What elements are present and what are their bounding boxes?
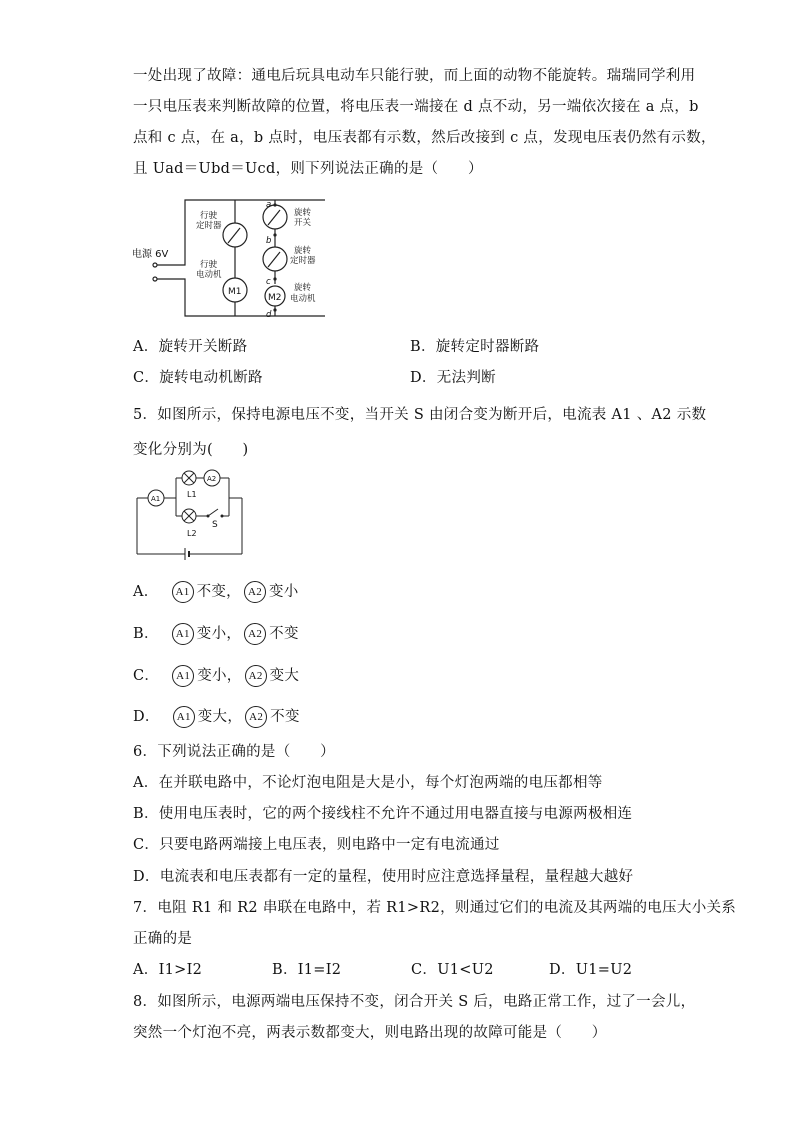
option-text-2: 变小: [268, 584, 299, 600]
q4-text-line-1: 一处出现了故障：通电后玩具电动车只能行驶，而上面的动物不能旋转。瑞瑞同学利用: [133, 68, 696, 84]
rot-switch-label-1: 旋转: [294, 208, 312, 218]
option-text-2: 变大: [269, 668, 300, 684]
q4-option-b: B．旋转定时器断路: [410, 339, 540, 355]
option-letter: B．: [133, 626, 159, 642]
q4-circuit-diagram: [130, 195, 350, 325]
ammeter-a1-label: A1: [151, 495, 161, 503]
rot-switch-label-2: 开关: [294, 218, 312, 228]
q5-text-line-2: 变化分别为( ): [133, 442, 249, 458]
q6-option-d: D．电流表和电压表都有一定的量程，使用时应注意选择量程，量程越大越好: [133, 869, 634, 885]
q7-option-b: B．I1=I2: [272, 962, 342, 978]
q5-text-line-1: 5．如图所示，保持电源电压不变，当开关 S 由闭合变为断开后，电流表 A1 、A2 示数: [133, 407, 707, 423]
motor-m1-label: M1: [228, 287, 242, 297]
q5-option-d: [133, 706, 300, 728]
ammeter-a2-icon: A2: [244, 581, 266, 603]
q4-text-line-4: 且 Uad＝Ubd＝Ucd，则下列说法正确的是（ ）: [133, 161, 483, 177]
q8-text-line-1: 8．如图所示，电源两端电压保持不变，闭合开关 S 后，电路正常工作，过了一会儿，: [133, 994, 696, 1010]
q5-circuit-diagram: [132, 464, 252, 564]
ammeter-a2-icon: A2: [244, 623, 266, 645]
ammeter-a1-icon: A1: [172, 665, 194, 687]
q6-question: 6．下列说法正确的是（ ）: [133, 744, 335, 760]
option-letter: A．: [133, 584, 159, 600]
drive-timer-label-2: 定时器: [196, 221, 222, 231]
q6-option-b: B．使用电压表时，它的两个接线柱不允许不通过用电器直接与电源两极相连: [133, 806, 633, 822]
q7-option-a: A．I1>I2: [133, 962, 203, 978]
point-b: b: [266, 236, 272, 246]
ammeter-a1-icon: A1: [172, 581, 194, 603]
option-text-1: 变大，: [197, 709, 243, 725]
point-c: c: [266, 277, 271, 287]
option-text-1: 不变，: [196, 584, 241, 600]
option-text-1: 变小，: [197, 668, 242, 684]
ammeter-a2-label: A2: [207, 475, 217, 483]
rot-timer-label-2: 定时器: [290, 256, 316, 266]
power-label: 电源 6V: [132, 249, 169, 260]
q7-text-line-2: 正确的是: [133, 931, 193, 947]
q7-option-c: C．U1<U2: [411, 962, 494, 978]
q4-option-a: A．旋转开关断路: [133, 339, 248, 355]
q7-option-d: D．U1=U2: [549, 962, 633, 978]
ammeter-a1-icon: A1: [172, 623, 194, 645]
ammeter-a1-icon: A1: [173, 706, 195, 728]
q5-option-a: [133, 581, 299, 603]
switch-s-label: S: [212, 520, 218, 530]
rot-motor-label-2: 电动机: [290, 294, 316, 304]
option-text-2: 不变: [269, 626, 299, 642]
ammeter-a2-icon: A2: [245, 665, 267, 687]
q6-option-c: C．只要电路两端接上电压表，则电路中一定有电流通过: [133, 837, 500, 853]
drive-timer-label-1: 行驶: [200, 211, 218, 221]
q5-option-b: [133, 623, 299, 645]
point-a: a: [266, 200, 272, 210]
q5-option-c: [133, 665, 299, 687]
q4-option-c: C．旋转电动机断路: [133, 370, 263, 386]
option-letter: D．: [133, 709, 160, 725]
rot-timer-label-1: 旋转: [294, 246, 312, 256]
rot-motor-label-1: 旋转: [294, 283, 312, 293]
q8-text-line-2: 突然一个灯泡不亮，两表示数都变大，则电路出现的故障可能是（ ）: [133, 1025, 607, 1041]
q6-option-a: A．在并联电路中，不论灯泡电阻是大是小，每个灯泡两端的电压都相等: [133, 775, 603, 791]
option-text-2: 不变: [270, 709, 300, 725]
point-d: d: [266, 310, 272, 320]
lamp-l1-label: L1: [187, 490, 197, 499]
q7-text-line-1: 7．电阻 R1 和 R2 串联在电路中，若 R1>R2，则通过它们的电流及其两端的电压大小关系: [133, 900, 737, 916]
option-letter: C．: [133, 668, 160, 684]
drive-motor-label-2: 电动机: [196, 270, 222, 280]
lamp-l2-label: L2: [187, 529, 197, 538]
motor-m2-label: M2: [268, 293, 282, 303]
drive-motor-label-1: 行驶: [200, 260, 218, 270]
q4-text-line-2: 一只电压表来判断故障的位置，将电压表一端接在 d 点不动，另一端依次接在 a 点，b: [133, 99, 699, 115]
option-text-1: 变小，: [196, 626, 242, 642]
q4-option-d: D．无法判断: [410, 370, 496, 386]
ammeter-a2-icon: A2: [245, 706, 267, 728]
q4-text-line-3: 点和 c 点，在 a，b 点时，电压表都有示数，然后改接到 c 点，发现电压表仍然有示数，: [133, 130, 716, 146]
